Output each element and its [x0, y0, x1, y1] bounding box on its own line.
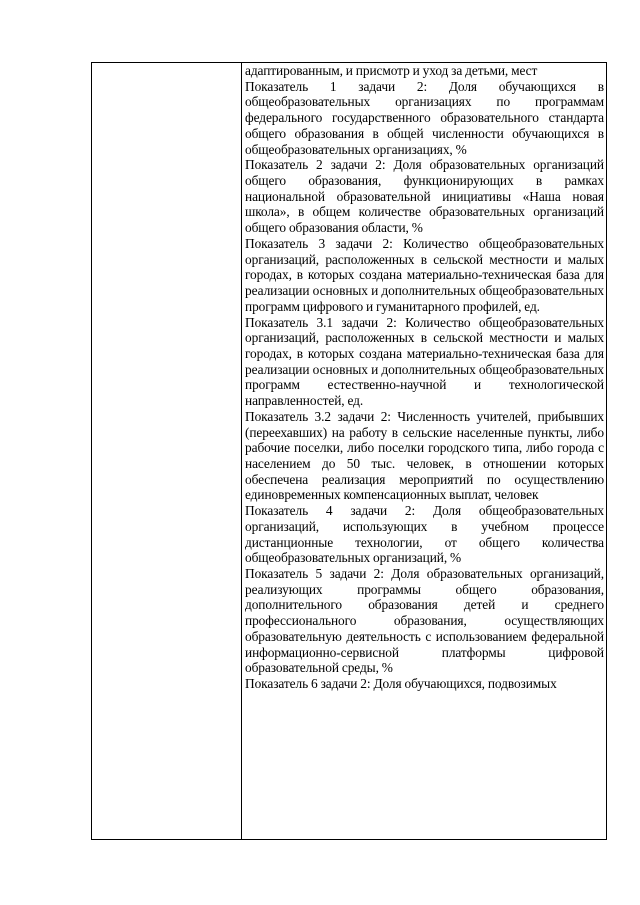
indicators-cell — [242, 63, 607, 840]
paragraph-indicator-1: Показатель 1 задачи 2: Доля обучающихся в общеобразовательных организациях по программам федерального государственного образовательного стандарта общего образования в общей численности обучающихся в общеобразовательных организациях, % — [245, 78, 604, 157]
paragraph-indicator-5: Показатель 5 задачи 2: Доля образовательных организаций, реализующих программы общего образования, дополнительного образования детей и среднего профессионального образования, осуществляющих образовательную деятельность с использованием федеральной информационно-сервисной платформы цифровой образовательной среды, % — [245, 566, 604, 676]
paragraph-indicator-2: Показатель 2 задачи 2: Доля образовательных организаций общего образования, функционирующих в рамках национальной образовательной инициативы «Наша новая школа», в общем количестве образовательных организаций общего образования области, % — [245, 157, 604, 236]
paragraph-indicator-3-1: Показатель 3.1 задачи 2: Количество общеобразовательных организаций, расположенных в сельской местности и малых городах, в которых создана материально-техническая база для реализации основных и дополнительных общеобразовательных программ естественно-научной и технологической направленностей, ед. — [245, 314, 604, 409]
paragraph-indicator-3-2: Показатель 3.2 задачи 2: Численность учителей, прибывших (переехавших) на работу в сельские населенные пункты, либо рабочие поселки, либо поселки городского типа, либо города с населением до 50 тыс. человек, в отношении которых обеспечена реализация мероприятий по осуществлению единовременных компенсационных выплат, человек — [245, 408, 604, 503]
table-row — [92, 63, 607, 840]
indicator-table — [91, 62, 607, 840]
indicators-text — [245, 63, 604, 692]
paragraph-continuation: адаптированным, и присмотр и уход за детьми, мест — [245, 63, 538, 78]
paragraph-indicator-6: Показатель 6 задачи 2: Доля обучающихся, подвозимых — [245, 676, 557, 692]
left-cell — [92, 63, 242, 840]
paragraph-indicator-4: Показатель 4 задачи 2: Доля общеобразовательных организаций, использующих в учебном процессе дистанционные технологии, от общего количества общеобразовательных организаций, % — [245, 503, 604, 566]
paragraph-indicator-3: Показатель 3 задачи 2: Количество общеобразовательных организаций, расположенных в сельской местности и малых городах, в которых создана материально-техническая база для реализации основных и дополнительных общеобразовательных программ цифрового и гуманитарного профилей, ед. — [245, 235, 604, 314]
